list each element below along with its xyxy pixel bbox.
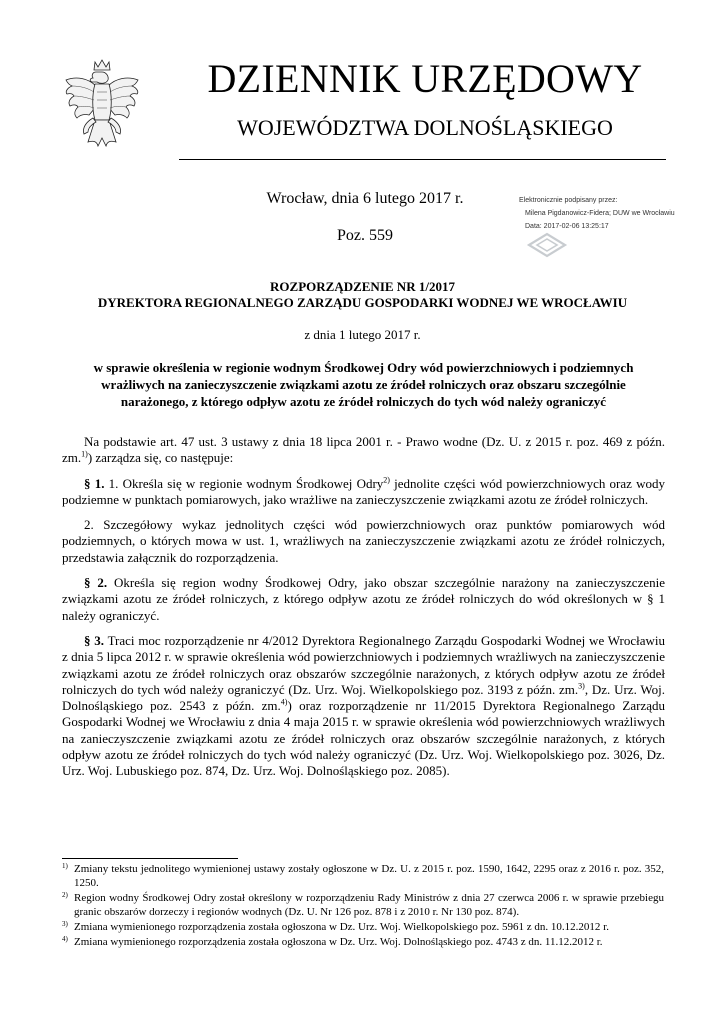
footnote-mark: 1) bbox=[62, 862, 68, 870]
footnote-text: Region wodny Środkowej Odry został określony w rozporządzeniu Rady Ministrów z dnia 27 czerwca 2006 r. w sprawie przebiegu granic obszarów dorzeczy i regionów wodnych (Dz. U. Nr 126 poz. 878 i z 2010 r. Nr 130 poz. 874). bbox=[74, 892, 664, 918]
footnote-text: Zmiana wymienionego rozporządzenia została ogłoszona w Dz. Urz. Woj. Dolnośląskiego poz. 4743 z dn. 11.12.2012 r. bbox=[74, 936, 603, 948]
signature-date: Data: 2017-02-06 13:25:17 bbox=[525, 223, 609, 230]
section-3-paragraph: § 3. Traci moc rozporządzenie nr 4/2012 Dyrektora Regionalnego Zarządu Gospodarki Wodnej we Wrocławiu z dnia 5 lipca 2012 r. w sprawie określenia wód powierzchniowych i podziemnych wrażliwych na zanieczyszczenie związkami azotu ze źródeł rolniczych oraz obszarów szczególnie narażonych, z których odpływ azotu ze źródeł rolniczych do tych wód należy ograniczyć (Dz. Urz. Woj. Wielkopolskiego poz. 3193 z późn. zm.$^{3)}$, Dz. Urz. Woj. Dolnośląskiego poz. 2543 z późn. zm.$^{4)}$) oraz rozporządzenie nr 11/2015 Dyrektora Regionalnego Zarządu Gospodarki Wodnej we Wrocławiu z dnia 4 maja 2015 r. w sprawie określenia wód powierzchniowych wrażliwych na zanieczyszczenie związkami azotu ze źródeł rolniczych oraz obszarów szczególnie narażonych, z których odpływ azotu ze źródeł rolniczych do tych wód należy ograniczyć (Dz. Urz. Woj. Wielkopolskiego poz. 3026, Dz. Urz. Woj. Lubuskiego poz. 874, Dz. Urz. Woj. Dolnośląskiego poz. 2085). bbox=[62, 632, 666, 779]
footnote-text: Zmiany tekstu jednolitego wymienionej ustawy zostały ogłoszone w Dz. U. z 2015 r. poz. 1590, 1642, 2295 oraz z 2016 r. poz. 352, 1250. bbox=[74, 863, 664, 889]
header-divider bbox=[179, 159, 666, 160]
footnote-mark: 4) bbox=[62, 935, 68, 943]
section-label: § 2. bbox=[84, 575, 108, 591]
signature-label: Elektronicznie podpisany przez: bbox=[519, 197, 618, 204]
journal-subtitle: WOJEWÓDZTWA DOLNOŚLĄSKIEGO bbox=[237, 115, 613, 140]
footnote bbox=[62, 862, 664, 890]
footnote-text: Zmiana wymienionego rozporządzenia została ogłoszona w Dz. Urz. Woj. Wielkopolskiego poz. 5961 z dn. 10.12.2012 r. bbox=[74, 921, 609, 933]
footnote-mark: 2) bbox=[62, 891, 68, 899]
eagle-emblem-icon bbox=[62, 58, 142, 166]
section-label: § 1. bbox=[84, 475, 105, 491]
footnote bbox=[62, 920, 664, 934]
regulation-number: ROZPORZĄDZENIE NR 1/2017 bbox=[270, 279, 455, 294]
footnotes bbox=[62, 862, 664, 950]
electronic-signature bbox=[519, 194, 719, 233]
footnote bbox=[62, 891, 664, 919]
footnote bbox=[62, 935, 664, 949]
section-1-paragraph-1: § 1. 1. Określa się w regionie wodnym Środkowej Odry$^{2)}$ jednolite części wód powierzchniowych oraz wody podziemne w punktach pomiarowych, jako wrażliwe na zanieczyszczenie związkami azotu ze źródeł rolniczych. bbox=[62, 475, 666, 507]
regulation-subject: w sprawie określenia w regionie wodnym Środkowej Odry wód powierzchniowych i podziemnych wrażliwych na zanieczyszczenie związkami azotu ze źródeł rolniczych oraz obszaru szczególnie narażonego, z którego odpływ azotu ze źródeł rolniczych do tych wód należy ograniczyć bbox=[93, 360, 634, 409]
footnote-ref: 4) bbox=[280, 697, 288, 707]
regulation-body bbox=[62, 434, 665, 789]
publication-date: Wrocław, dnia 6 lutego 2017 r. bbox=[266, 190, 464, 207]
position-number: Poz. 559 bbox=[337, 227, 393, 244]
journal-title: DZIENNIK URZĘDOWY bbox=[207, 56, 643, 101]
section-1-paragraph-2: 2. Szczegółowy wykaz jednolitych części wód powierzchniowych oraz punktów pomiarowych wód podziemnych, o których mowa w ust. 1, wrażliwych na zanieczyszczenie związkami azotu ze źródeł rolniczych, przedstawia załącznik do rozporządzenia. bbox=[62, 517, 665, 565]
section-2-paragraph: § 2. Określa się region wodny Środkowej Odry, jako obszar szczególnie narażony na zanieczyszczenie związkami azotu ze źródeł rolniczych, z którego odpływ azotu ze źródeł rolniczych do wód określonych w § 1 należy ograniczyć. bbox=[62, 575, 665, 623]
legal-basis-paragraph: Na podstawie art. 47 ust. 3 ustawy z dnia 18 lipca 2001 r. - Prawo wodne (Dz. U. z 2015 r. poz. 469 z późn. zm.$^{1)}$) zarządza się, co następuje: bbox=[62, 434, 665, 466]
signature-signer: Milena Pigdanowicz-Fidera; DUW we Wrocławiu bbox=[525, 210, 675, 217]
footnote-ref: 2) bbox=[383, 475, 390, 485]
regulation-date: z dnia 1 lutego 2017 r. bbox=[304, 327, 421, 342]
section-label: § 3. bbox=[84, 632, 105, 648]
regulation-authority: DYREKTORA REGIONALNEGO ZARZĄDU GOSPODARKI WODNEJ WE WROCŁAWIU bbox=[97, 295, 628, 310]
footnote-ref: 1) bbox=[81, 449, 88, 459]
footnote-divider bbox=[62, 858, 238, 859]
regulation-title bbox=[40, 279, 685, 311]
signature-stamp-icon bbox=[525, 232, 569, 258]
footnote-ref: 3) bbox=[578, 681, 585, 691]
footnote-mark: 3) bbox=[62, 920, 68, 928]
